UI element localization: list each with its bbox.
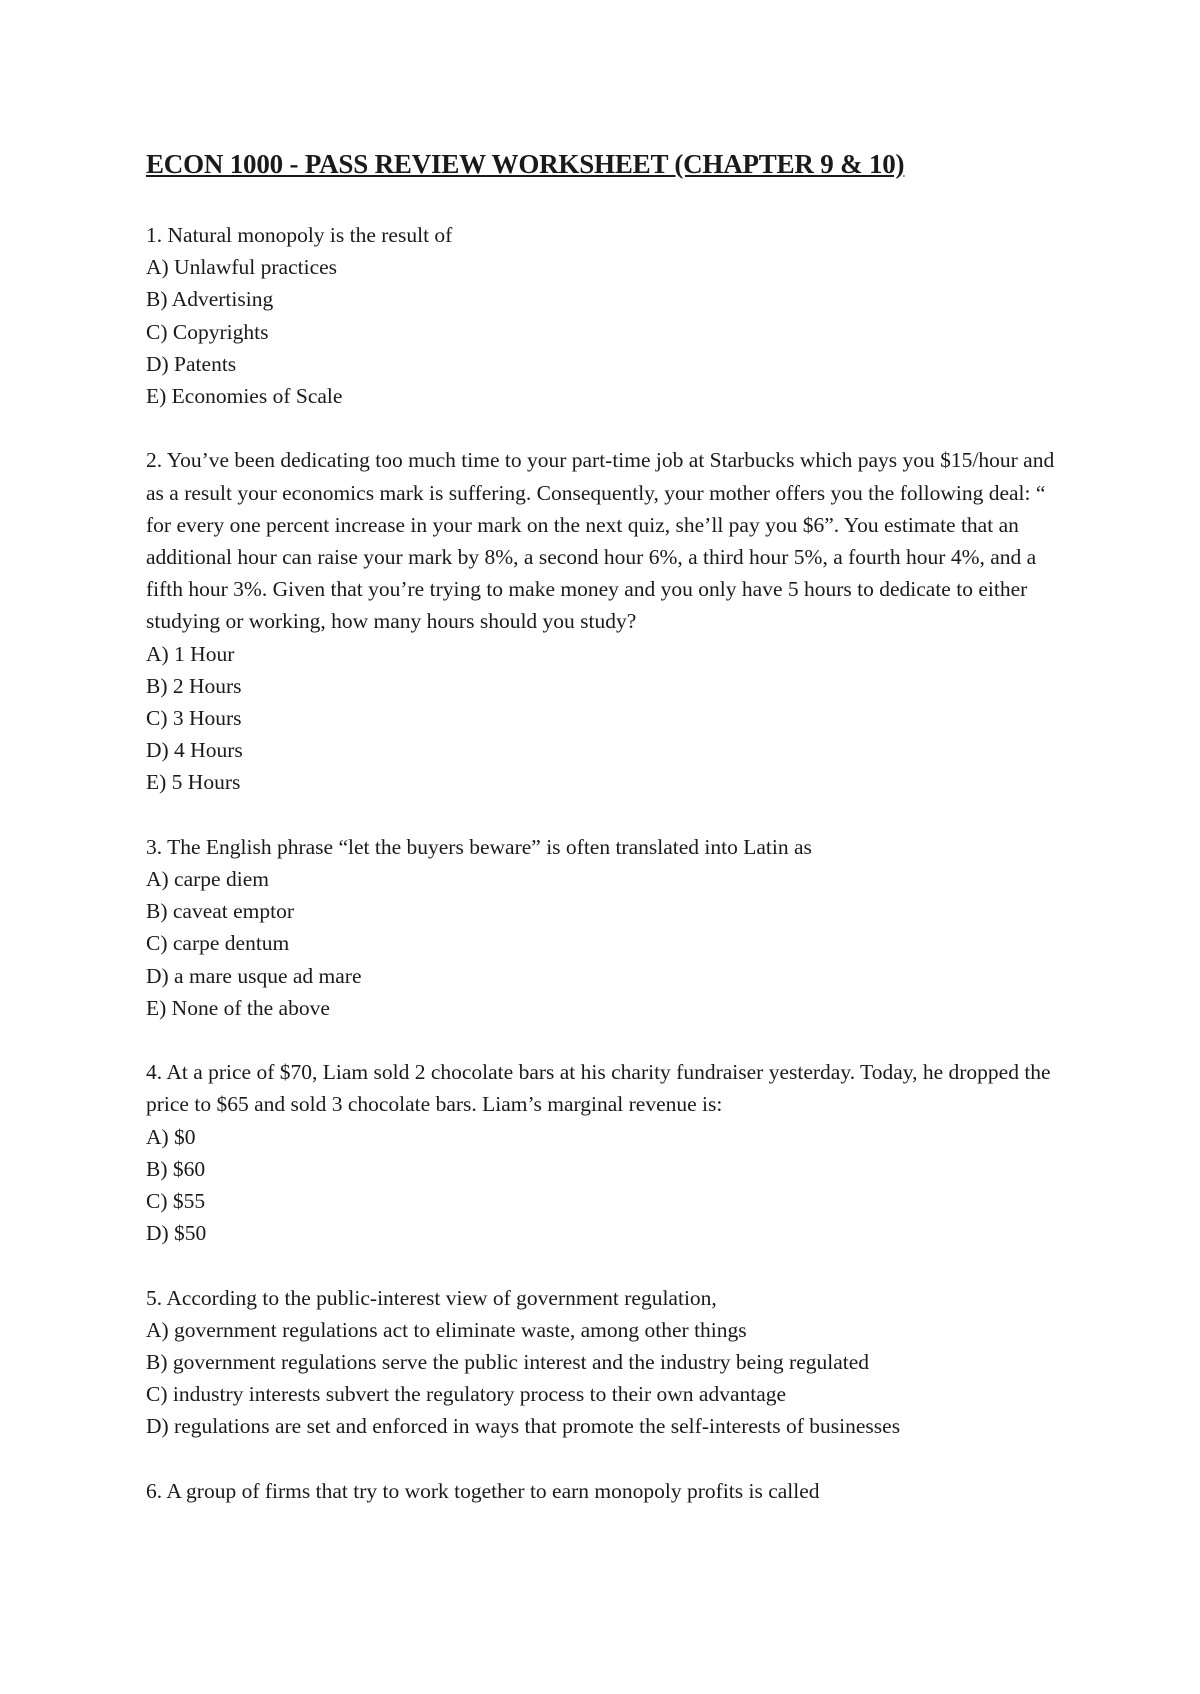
option-d: D) a mare usque ad mare (146, 963, 362, 988)
option-d: D) Patents (146, 351, 237, 376)
option-b: B) 2 Hours (146, 673, 242, 698)
question-stem: 3. The English phrase “let the buyers beware” is often translated into Latin as (146, 834, 812, 859)
answer-options (146, 1121, 1066, 1250)
worksheet-title: ECON 1000 - PASS REVIEW WORKSHEET (CHAPTER 9 & 10) (146, 149, 905, 179)
option-a: A) 1 Hour (146, 641, 235, 666)
question-4 (146, 1056, 1066, 1249)
option-b: B) Advertising (146, 287, 274, 312)
option-a: A) $0 (146, 1124, 196, 1149)
question-stem: 1. Natural monopoly is the result of (146, 223, 453, 247)
answer-options (146, 1314, 1066, 1443)
answer-options (146, 863, 1066, 1024)
question-stem: 4. At a price of $70, Liam sold 2 chocolate bars at his charity fundraiser yesterday. Today, he dropped the price to $65 and sold 3 chocolate bars. Liam’s marginal revenue is: (146, 1060, 1051, 1117)
option-b: B) caveat emptor (146, 899, 295, 924)
option-c: C) 3 Hours (146, 706, 242, 731)
answer-options (146, 251, 1066, 412)
option-b: B) $60 (146, 1156, 206, 1181)
option-d: D) 4 Hours (146, 738, 243, 763)
option-c: C) industry interests subvert the regulatory process to their own advantage (146, 1382, 787, 1407)
question-2 (146, 444, 1066, 798)
answer-options (146, 638, 1066, 799)
option-d: D) $50 (146, 1221, 207, 1246)
option-c: C) $55 (146, 1189, 206, 1214)
option-b: B) government regulations serve the public interest and the industry being regulated (146, 1350, 870, 1375)
option-d: D) regulations are set and enforced in ways that promote the self-interests of businesses (146, 1414, 901, 1439)
question-1 (146, 219, 1066, 412)
option-a: A) carpe diem (146, 867, 269, 892)
option-c: C) carpe dentum (146, 931, 290, 956)
option-a: A) Unlawful practices (146, 255, 338, 280)
option-a: A) government regulations act to eliminate waste, among other things (146, 1317, 747, 1342)
worksheet-page (146, 146, 1066, 1539)
question-stem: 2. You’ve been dedicating too much time to your part-time job at Starbucks which pays you $15/hour and as a result your economics mark is suffering. Consequently, your mother offers you the following deal: “ for every one percent increase in your mark on the next quiz, she’ll pay you $6”. You estimate that an additional hour can raise your mark by 8%, a second hour 6%, a third hour 5%, a fourth hour 4%, and a fifth hour 3%. Given that you’re trying to make money and you only have 5 hours to dedicate to either studying or working, how many hours should you study? (146, 448, 1055, 634)
option-c: C) Copyrights (146, 319, 269, 344)
option-e: E) Economies of Scale (146, 384, 343, 409)
question-5 (146, 1282, 1066, 1443)
question-stem: 6. A group of firms that try to work together to earn monopoly profits is called (146, 1478, 820, 1503)
option-e: E) None of the above (146, 995, 330, 1020)
option-e: E) 5 Hours (146, 770, 241, 795)
question-6 (146, 1475, 1066, 1507)
question-stem: 5. According to the public-interest view of government regulation, (146, 1285, 717, 1310)
question-3 (146, 831, 1066, 1024)
